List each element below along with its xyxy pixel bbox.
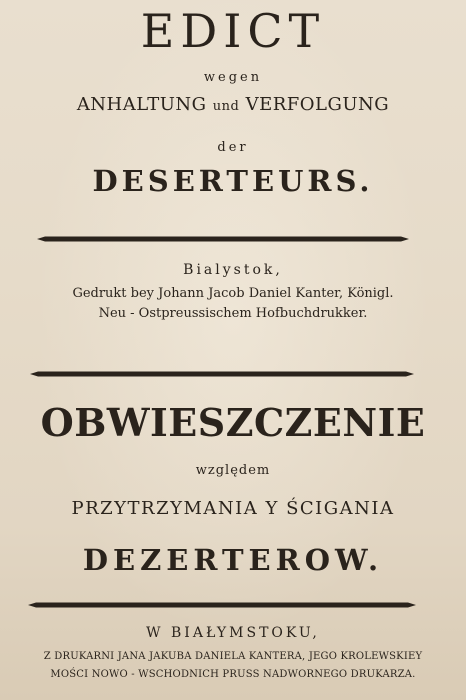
dezerterow-heading: DEZERTEROW. xyxy=(82,543,384,577)
german-imprint-title: Neu - Ostpreussischem Hofbuchdrukker. xyxy=(98,306,368,321)
divider-rule-3 xyxy=(26,598,418,612)
german-imprint-place: Bialystok, xyxy=(183,262,283,278)
edict-title: EDICT xyxy=(140,4,326,58)
obwieszczenie-title: OBWIESZCZENIE xyxy=(40,400,426,445)
divider-rule-2 xyxy=(28,367,416,381)
german-subject-line xyxy=(0,94,466,115)
subject-und: und xyxy=(212,99,240,114)
german-imprint-printer: Gedrukt bey Johann Jacob Daniel Kanter, Königl. xyxy=(72,286,394,301)
wzgledem-line: względem xyxy=(195,463,271,478)
polish-imprint-printer: Z DRUKARNI JANA JAKUBA DANIELA KANTERA, JEGO KROLEWSKIEY xyxy=(43,651,423,662)
polish-imprint-place: W BIAŁYMSTOKU, xyxy=(146,625,320,641)
polish-imprint-title: MOŚCI NOWO - WSCHODNICH PRUSS NADWORNEGO DRUKARZA. xyxy=(50,669,416,680)
wegen-line: wegen xyxy=(203,70,263,85)
divider-rule-1 xyxy=(35,232,411,246)
deserteurs-heading: DESERTEURS. xyxy=(92,164,374,198)
subject-part-verfolgung: VERFOLGUNG xyxy=(245,94,390,115)
subject-part-anhaltung: ANHALTUNG xyxy=(76,94,207,115)
der-line: der xyxy=(217,140,249,155)
polish-subject-line: PRZYTRZYMANIA Y ŚCIGANIA xyxy=(71,498,395,519)
